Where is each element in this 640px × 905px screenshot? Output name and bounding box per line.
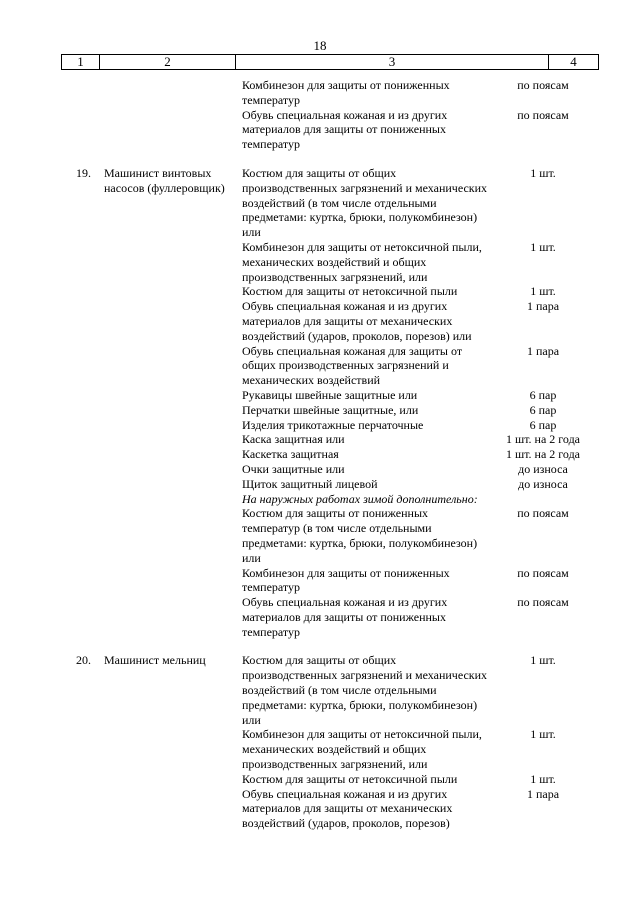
issue-norm: по поясам [517, 78, 569, 92]
table-row [0, 727, 640, 771]
table-row [0, 506, 640, 565]
ppe-item: Комбинезон для защиты от пониженных температур [242, 565, 450, 595]
ppe-item: Рукавицы швейные защитные или [242, 387, 418, 402]
issue-norm: 1 шт. [530, 653, 556, 668]
table-row [0, 388, 640, 403]
header-col-1: 1 [62, 55, 100, 69]
issue-norm: 1 шт. на 2 года [505, 447, 581, 462]
page-number: 18 [313, 38, 327, 53]
table-row [0, 166, 640, 240]
issue-norm: 1 шт. на 2 года [505, 432, 581, 447]
ppe-item: Перчатки швейные защитные, или [242, 402, 419, 417]
issue-norm: 1 пара [526, 299, 560, 314]
header-col-3: 3 [236, 55, 549, 69]
ppe-item: Очки защитные или [242, 461, 345, 476]
ppe-item: Обувь специальная кожаная и из других материалов для защиты от механических воздействий (ударов, проколов, порезов) [242, 786, 453, 831]
ppe-item: Обувь специальная кожаная и из других материалов для защиты от пониженных температур [242, 595, 448, 639]
ppe-item: Костюм для защиты от общих производственных загрязнений и механических воздействий (в том числе отдельными предметами: куртка, брюки, полукомбинезон) или [242, 165, 488, 240]
table-row [0, 492, 640, 507]
ppe-item: Комбинезон для защиты от нетоксичной пыли, механических воздействий и общих производственных загрязнений, или [242, 727, 482, 772]
row-gap [0, 639, 640, 653]
ppe-item: Каскетка защитная [242, 447, 339, 462]
row-number: 20. [76, 653, 91, 668]
ppe-item: Каска защитная или [242, 432, 345, 447]
table-row [0, 108, 640, 152]
table-row [0, 477, 640, 492]
table-body [0, 78, 640, 831]
ppe-item: Щиток защитный лицевой [242, 476, 378, 491]
issue-norm: 6 пар [529, 402, 557, 417]
row-gap [0, 152, 640, 166]
issue-norm: по поясам [517, 107, 569, 122]
profession-name: Машинист мельниц [104, 653, 206, 668]
ppe-item: Обувь специальная кожаная и из других материалов для защиты от пониженных температур [242, 107, 448, 152]
table-row [0, 566, 640, 596]
table-row [0, 653, 640, 727]
table-row [0, 344, 640, 388]
table-row [0, 240, 640, 284]
profession-name: Машинист винтовых насосов (фуллеровщик) [104, 165, 225, 195]
ppe-item: На наружных работах зимой дополнительно: [242, 491, 478, 506]
ppe-item: Изделия трикотажные перчаточные [242, 417, 424, 432]
ppe-item: Комбинезон для защиты от пониженных температур [242, 78, 450, 107]
issue-norm: до износа [518, 476, 568, 491]
table-row [0, 284, 640, 299]
ppe-item: Обувь специальная кожаная для защиты от общих производственных загрязнений и механических воздействий [242, 343, 463, 388]
header-col-4: 4 [570, 54, 577, 69]
table-row [0, 299, 640, 343]
issue-norm: 1 шт. [530, 239, 556, 254]
ppe-item: Комбинезон для защиты от нетоксичной пыли, механических воздействий и общих производственных загрязнений, или [242, 239, 482, 284]
issue-norm: 6 пар [529, 387, 557, 402]
table-row [0, 787, 640, 831]
ppe-item: Костюм для защиты от нетоксичной пыли [242, 771, 458, 786]
issue-norm: 1 шт. [530, 727, 556, 742]
ppe-item: Костюм для защиты от общих производственных загрязнений и механических воздействий (в том числе отдельными предметами: куртка, брюки, полукомбинезон) или [242, 653, 488, 727]
table-header [61, 54, 599, 70]
table-row [0, 432, 640, 447]
issue-norm: по поясам [517, 595, 569, 610]
issue-norm: 1 шт. [530, 284, 556, 299]
ppe-item: Костюм для защиты от пониженных температур (в том числе отдельными предметами: куртка, брюки, полукомбинезон) или [242, 506, 478, 565]
issue-norm: по поясам [517, 565, 569, 580]
issue-norm: 6 пар [529, 417, 557, 432]
issue-norm: 1 пара [526, 343, 560, 358]
table-row [0, 447, 640, 462]
header-col-2: 2 [100, 55, 236, 69]
ppe-item: Обувь специальная кожаная и из других материалов для защиты от механических воздействий (ударов, проколов, порезов) или [242, 299, 472, 343]
table-row [0, 462, 640, 477]
issue-norm: 1 шт. [530, 165, 556, 180]
table-row [0, 78, 640, 108]
row-number: 19. [76, 165, 91, 180]
ppe-item: Костюм для защиты от нетоксичной пыли [242, 284, 458, 299]
issue-norm: по поясам [517, 506, 569, 521]
table-row [0, 418, 640, 433]
table-row [0, 772, 640, 787]
table-row [0, 403, 640, 418]
issue-norm: 1 шт. [530, 771, 556, 786]
issue-norm: 1 пара [526, 786, 560, 801]
table-row [0, 595, 640, 639]
issue-norm: до износа [518, 461, 568, 476]
